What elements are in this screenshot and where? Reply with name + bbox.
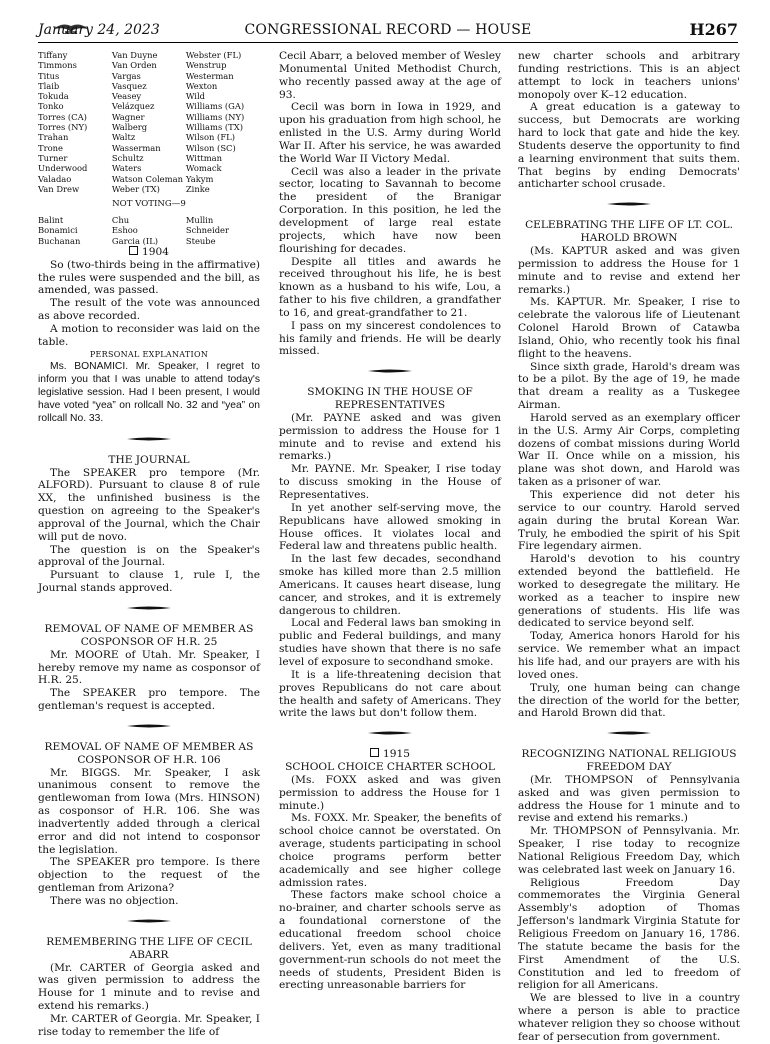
member-name: Wasserman (111, 142, 161, 153)
member-name: Chu (111, 215, 130, 225)
not-voting-title: NOT VOTING—9 (112, 199, 186, 210)
member-name: Bonamici (38, 225, 78, 236)
column-2 (279, 50, 501, 992)
paragraph: The result of the vote was announced as above recorded. (38, 297, 260, 323)
member-name: Schneider (185, 225, 230, 236)
vote-name-list (38, 50, 260, 194)
paragraph: Mr. THOMPSON of Pennsylvania. Mr. Speaker, I rise today to recognize National Religious Freedom Day, which was celebrated last week on January 16. (518, 825, 740, 876)
record-marker-1904: 1904 (38, 246, 260, 259)
paragraph: There was no objection. (50, 895, 179, 908)
paragraph: These factors make school choice a no-brainer, and charter schools serve as a foundational cornerstone of the educational freedom school choice delivers. Yet, even as many traditional government-run schools do not meet the needs of students, President Biden is erecting unreasonable barriers for (279, 889, 501, 992)
section-heading: SCHOOL CHOICE CHARTER SCHOOL (285, 761, 495, 774)
member-name: Womack (185, 163, 222, 174)
member-name: Turner (38, 152, 68, 163)
member-name: Waltz (111, 132, 136, 143)
member-name: Van Drew (38, 183, 80, 194)
section-heading: RECOGNIZING NATIONAL RELIGIOUS FREEDOM DAY (521, 748, 737, 774)
paragraph: Today, America honors Harold for his service. We remember what an impact his life had, and our prayers are with his loved ones. (518, 630, 740, 681)
paragraph: Cecil Abarr, a beloved member of Wesley Monumental United Methodist Church, who recently passed away at the age of 93. (279, 50, 501, 101)
section-divider-icon (127, 723, 171, 729)
paragraph: It is a life-threatening decision that proves Republicans do not care about the health and safety of Americans. They write the laws but don't follow them. (279, 668, 501, 720)
paragraph: Harold's devotion to his country extended beyond the battlefield. He worked to desegregate the military. He worked as a teacher to inspire new generations of students. His life was dedicated to service beyond self. (518, 553, 740, 630)
record-box-icon (129, 246, 138, 255)
member-name: Eshoo (111, 225, 138, 236)
paragraph: Harold served as an exemplary officer in the U.S. Army Air Corps, completing dozens of combat missions during World War II. Once while on a mission, his plane was shot down, and Harold was taken as a prisoner of war. (518, 411, 740, 489)
member-name: Torres (NY) (38, 122, 88, 133)
member-name: Schultz (111, 152, 144, 163)
paragraph: I pass on my sincerest condolences to his family and friends. He will be dearly missed. (279, 319, 501, 358)
record-box-icon (370, 748, 379, 757)
member-name: Tokuda (38, 91, 69, 102)
member-name: Garcia (IL) (111, 235, 159, 246)
paragraph: Religious Freedom Day commemorates the Virginia General Assembly's adoption of Thomas Jefferson's landmark Virginia Statute for Religious Freedom on January 16, 1786. The statute became the basis for the First Amendment of the U.S. Constitution and led to freedom of religion for all Americans. (518, 876, 740, 992)
paragraph: In the last few decades, secondhand smoke has killed more than 2.5 million Americans. It causes heart disease, lung cancer, and strokes, and it is extremely dangerous to children. (279, 553, 501, 617)
paragraph: (Mr. THOMPSON of Pennsylvania asked and was given permission to address the House for 1 minute and to revise and extend his remarks.) (518, 773, 740, 825)
member-name: Webster (FL) (185, 50, 242, 60)
paragraph: The SPEAKER pro tempore. The gentleman's request is accepted. (38, 687, 260, 713)
member-name: Veasey (111, 91, 142, 102)
paragraph: (Mr. CARTER of Georgia asked and was given permission to address the House for 1 minute and to revise and extend his remarks.) (38, 961, 260, 1013)
section-heading: REMOVAL OF NAME OF MEMBER AS COSPONSOR OF H.R. 106 (44, 740, 254, 766)
member-name: Vasquez (111, 80, 147, 91)
paragraph: Despite all titles and awards he received throughout his life, he is best known as a husband to his wife, Lou, a father to his five children, a grandfather to 16, and great-grandfather to 21. (279, 255, 501, 319)
section-heading: REMOVAL OF NAME OF MEMBER AS COSPONSOR OF H.R. 25 (44, 622, 254, 648)
paragraph: The SPEAKER pro tempore. Is there objection to the request of the gentleman from Arizona? (38, 856, 260, 895)
member-name: Van Orden (111, 60, 157, 71)
paragraph: Mr. PAYNE. Mr. Speaker, I rise today to discuss smoking in the House of Representatives. (279, 463, 501, 501)
column-3 (518, 50, 740, 1044)
section-divider-icon (127, 436, 171, 442)
paragraph: Cecil was also a leader in the private sector, locating to Savannah to become the president of the Branigar Corporation. In this position, he led the development of large real estate projects, which have now been flourishing for decades. (279, 165, 501, 255)
member-name: Mullin (185, 215, 214, 225)
member-name: Wexton (185, 80, 218, 91)
paragraph: Local and Federal laws ban smoking in public and Federal buildings, and many studies have shown that there is no safe level of exposure to secondhand smoke. (279, 617, 501, 668)
member-name: Vargas (111, 70, 141, 81)
vote-names-a (38, 50, 112, 194)
page-header (38, 18, 738, 43)
member-name: Westerman (185, 70, 234, 81)
paragraph: So (two-thirds being in the affirmative) the rules were suspended and the bill, as amended, was passed. (38, 258, 260, 297)
paragraph: Mr. CARTER of Georgia. Mr. Speaker, I rise today to remember the life of (38, 1012, 260, 1038)
member-name: Williams (GA) (185, 101, 245, 112)
paragraph: We are blessed to live in a country where a person is able to practice whatever religion they so choose without fear of persecution from government. (518, 992, 740, 1043)
paragraph: (Ms. KAPTUR asked and was given permission to address the House for 1 minute and to revise and extend her remarks.) (518, 244, 740, 296)
paragraph: Ms. BONAMICI. Mr. Speaker, I regret to inform you that I was unable to attend today's legislative session. Had I been present, I would have voted “yea” on rollcall No. 32 and “yea” on rollcall No. 33. (38, 361, 260, 424)
section-divider-icon (607, 201, 651, 207)
not-voting-list (38, 215, 260, 246)
section-heading: SMOKING IN THE HOUSE OF REPRESENTATIVES (307, 386, 473, 412)
section-heading: REMEMBERING THE LIFE OF CECIL ABARR (46, 935, 252, 961)
section-divider-icon (607, 730, 651, 736)
member-name: Trone (38, 142, 63, 153)
member-name: Waters (111, 163, 142, 174)
section-divider-icon (368, 730, 412, 736)
member-name: Wenstrup (185, 60, 227, 71)
vote-names-b (112, 50, 186, 194)
section-heading: CELEBRATING THE LIFE OF LT. COL. HAROLD BROWN (525, 219, 733, 245)
member-name: Wild (185, 91, 206, 102)
paragraph: (Mr. PAYNE asked and was given permission to address the House for 1 minute and to revise and extend his remarks.) (279, 411, 501, 463)
member-name: Wittman (185, 152, 223, 163)
member-name: Tlaib (38, 80, 60, 91)
section-heading: THE JOURNAL (108, 453, 190, 466)
member-name: Van Duyne (111, 50, 158, 60)
paragraph: Mr. BIGGS. Mr. Speaker, I ask unanimous consent to remove the gentlewoman from Iowa (Mrs. HINSON) as cosponsor of H.R. 106. She was inadvertently added through a clerical error and did not intend to cosponsor the legislation. (38, 766, 260, 856)
member-name: Torres (CA) (38, 111, 87, 122)
member-name: Weber (TX) (111, 183, 160, 194)
paragraph: The SPEAKER pro tempore (Mr. ALFORD). Pursuant to clause 8 of rule XX, the unfinished business is the question on agreeing to the Speaker's approval of the Journal, which the Chair will put de novo. (38, 466, 260, 543)
member-name: Trahan (38, 132, 69, 143)
page-number: H267 (689, 20, 738, 39)
page-date: January 24, 2023 (38, 22, 160, 38)
paragraph: Ms. KAPTUR. Mr. Speaker, I rise to celebrate the valorous life of Lieutenant Colonel Harold Brown of Catawba Island, Ohio, who recently took his final flight to the heavens. (518, 296, 740, 360)
member-name: Titus (38, 70, 60, 81)
not-voting-names-c (186, 215, 260, 246)
member-name: Williams (TX) (185, 122, 243, 133)
member-name: Balint (38, 215, 64, 225)
paragraph: A motion to reconsider was laid on the table. (38, 322, 260, 348)
member-name: Zinke (185, 183, 210, 194)
paragraph: Ms. FOXX. Mr. Speaker, the benefits of school choice cannot be overstated. On average, students participating in school choice programs perform better academically and see higher college admission rates. (279, 812, 501, 889)
paragraph: Mr. MOORE of Utah. Mr. Speaker, I hereby remove my name as cosponsor of H.R. 25. (38, 648, 260, 687)
paragraph: Truly, one human being can change the direction of the world for the better, and Harold Brown did that. (518, 681, 740, 720)
member-name: Velázquez (111, 101, 155, 112)
section-divider-icon (127, 918, 171, 924)
member-name: Wilson (FL) (185, 132, 235, 143)
not-voting-names-b (112, 215, 186, 246)
paragraph: In yet another self-serving move, the Republicans have allowed smoking in House offices. It violates local and Federal law and threatens public health. (279, 501, 501, 553)
member-name: Watson Coleman (111, 173, 183, 184)
member-name: Wagner (111, 111, 145, 122)
member-name: Tonko (38, 101, 64, 112)
column-1 (38, 50, 260, 1039)
member-name: Wilson (SC) (185, 142, 236, 153)
member-name: Timmons (38, 60, 77, 71)
section-divider-icon (127, 605, 171, 611)
paragraph: Cecil was born in Iowa in 1929, and upon his graduation from high school, he enlisted in the U.S. Army during World War II. After his service, he was awarded the World War II Victory Medal. (279, 101, 501, 165)
member-name: Steube (185, 235, 216, 246)
member-name: Valadao (38, 173, 72, 184)
not-voting-names-a (38, 215, 112, 246)
section-heading: PERSONAL EXPLANATION (89, 349, 209, 359)
member-name: Underwood (38, 163, 88, 174)
paragraph: Pursuant to clause 1, rule I, the Journal stands approved. (38, 569, 260, 595)
paragraph: Since sixth grade, Harold's dream was to be a pilot. By the age of 19, he made that dream a reality as a Tuskegee Airman. (518, 360, 740, 412)
paragraph: new charter schools and arbitrary funding restrictions. This is an abject attempt to lock in teachers unions' monopoly over K–12 education. (518, 50, 740, 101)
member-name: Tiffany (38, 50, 68, 60)
paragraph: The question is on the Speaker's approval of the Journal. (38, 543, 260, 569)
page-title: CONGRESSIONAL RECORD — HOUSE (244, 22, 532, 38)
paragraph: (Ms. FOXX asked and was given permission to address the House for 1 minute.) (279, 773, 501, 812)
paragraph: A great education is a gateway to success, but Democrats are working hard to lock that gate and hide the key. Students deserve the opportunity to find a learning environment that suits them. That begins by ending Democrats' anticharter school crusade. (518, 101, 740, 191)
vote-names-c (186, 50, 260, 194)
record-marker-1915: 1915 (279, 748, 501, 761)
section-divider-icon (368, 368, 412, 374)
member-name: Yakym (185, 173, 214, 184)
paragraph: This experience did not deter his service to our country. Harold served again during the brutal Korean War. Truly, he embodied the spirit of his Spit Fire legendary airmen. (518, 489, 740, 553)
member-name: Buchanan (38, 235, 81, 246)
member-name: Walberg (111, 122, 148, 133)
member-name: Williams (NY) (185, 111, 245, 122)
